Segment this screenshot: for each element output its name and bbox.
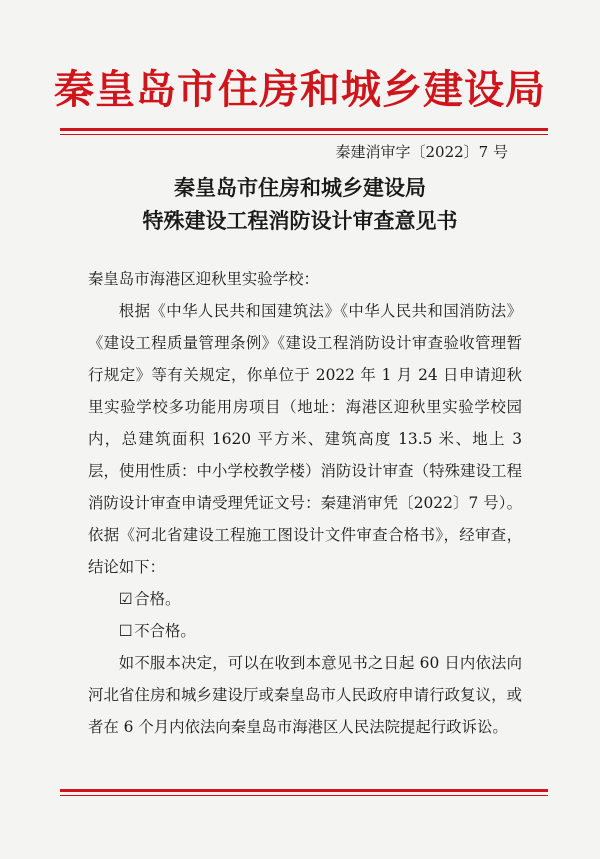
option-pass	[88, 583, 522, 615]
letterhead-red-rule	[60, 128, 548, 131]
document-title: 特殊建设工程消防设计审查意见书	[142, 209, 458, 233]
option-fail	[88, 615, 522, 647]
document-title-issuer: 秦皇岛市住房和城乡建设局	[174, 176, 426, 200]
unchecked-box-icon: ☐	[118, 622, 133, 640]
document-body	[88, 263, 522, 743]
footer-red-rule	[60, 789, 548, 792]
letterhead-thin-rule	[60, 134, 548, 135]
letterhead-title: 秦皇岛市住房和城乡建设局	[54, 67, 546, 113]
main-paragraph: 根据《中华人民共和国建筑法》《中华人民共和国消防法》《建设工程质量管理条例》《建设工程消防设计审查验收管理暂行规定》等有关规定，你单位于 2022 年 1 月 24 日申请迎秋里实验学校多功能用房项目（地址：海港区迎秋里实验学校园内，总建筑面积 1620 平方米、建筑高度 13.5 米、地上 3 层，使用性质：中小学校教学楼）消防设计审查（特殊建设工程消防设计审查申请受理凭证文号：秦建消审凭〔2022〕7 号）。依据《河北省建设工程施工图设计文件审查合格书》，经审查，结论如下：	[88, 302, 522, 576]
footer-thin-rule	[60, 795, 548, 796]
appeal-paragraph: 如不服本决定，可以在收到本意见书之日起 60 日内依法向河北省住房和城乡建设厅或秦皇岛市人民政府申请行政复议，或者在 6 个月内依法向秦皇岛市海港区人民法院提起行政诉讼。	[88, 654, 522, 736]
addressee: 秦皇岛市海港区迎秋里实验学校：	[88, 270, 319, 288]
option-fail-label: 不合格。	[134, 622, 196, 640]
document-number: 秦建消审字〔2022〕7 号	[335, 143, 508, 161]
option-pass-label: 合格。	[134, 590, 181, 608]
checked-box-icon: ☑	[118, 590, 133, 608]
